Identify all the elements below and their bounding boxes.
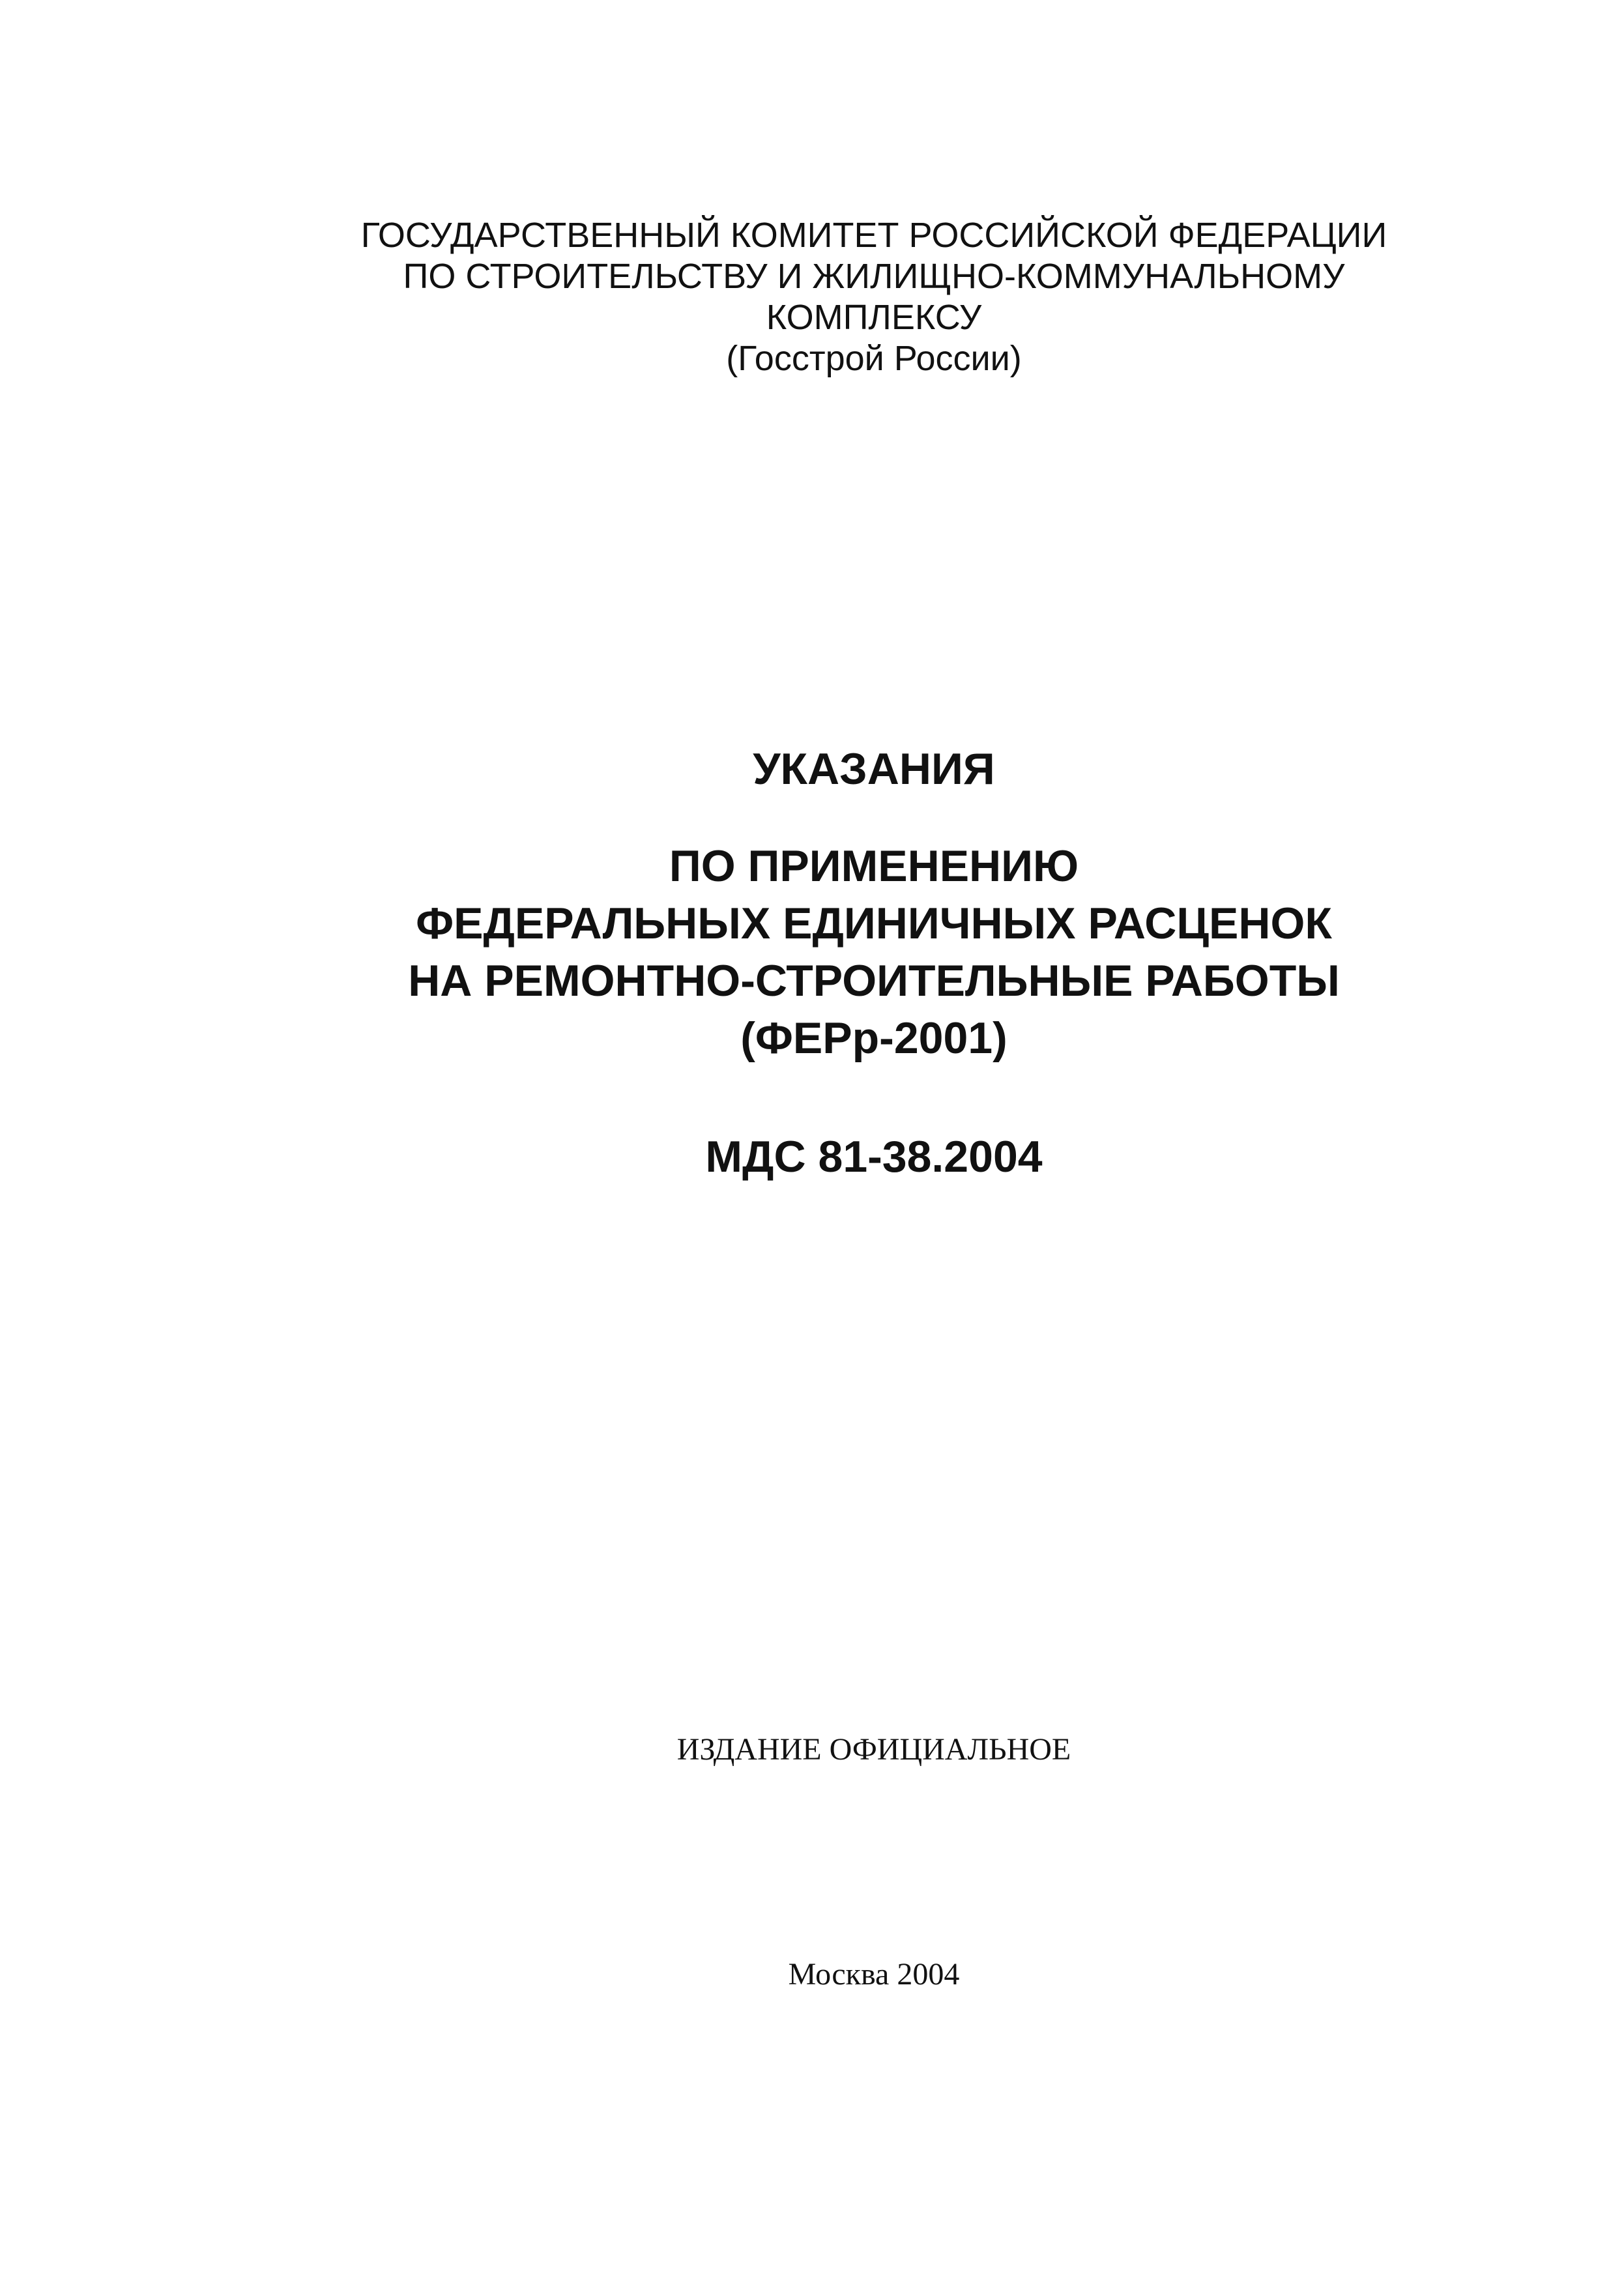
organization-short-name: (Госстрой России) <box>726 339 1022 378</box>
issuing-organization <box>62 215 1624 379</box>
document-subtitle <box>62 837 1624 1067</box>
publication-place-year: Москва 2004 <box>788 1957 960 1992</box>
document-title: УКАЗАНИЯ <box>753 744 995 794</box>
organization-line: ГОСУДАРСТВЕННЫЙ КОМИТЕТ РОССИЙСКОЙ ФЕДЕРАЦИИ <box>360 216 1387 255</box>
organization-line: ПО СТРОИТЕЛЬСТВУ И ЖИЛИЩНО-КОММУНАЛЬНОМУ <box>403 257 1345 296</box>
subtitle-line: ПО ПРИМЕНЕНИЮ <box>669 841 1079 891</box>
subtitle-abbreviation: (ФЕРр-2001) <box>740 1013 1008 1063</box>
edition-label: ИЗДАНИЕ ОФИЦИАЛЬНОЕ <box>676 1732 1071 1767</box>
document-code: МДС 81-38.2004 <box>705 1132 1043 1181</box>
subtitle-line: НА РЕМОНТНО-СТРОИТЕЛЬНЫЕ РАБОТЫ <box>408 956 1340 1006</box>
subtitle-line: ФЕДЕРАЛЬНЫХ ЕДИНИЧНЫХ РАСЦЕНОК <box>416 899 1332 948</box>
organization-line: КОМПЛЕКСУ <box>766 298 982 337</box>
